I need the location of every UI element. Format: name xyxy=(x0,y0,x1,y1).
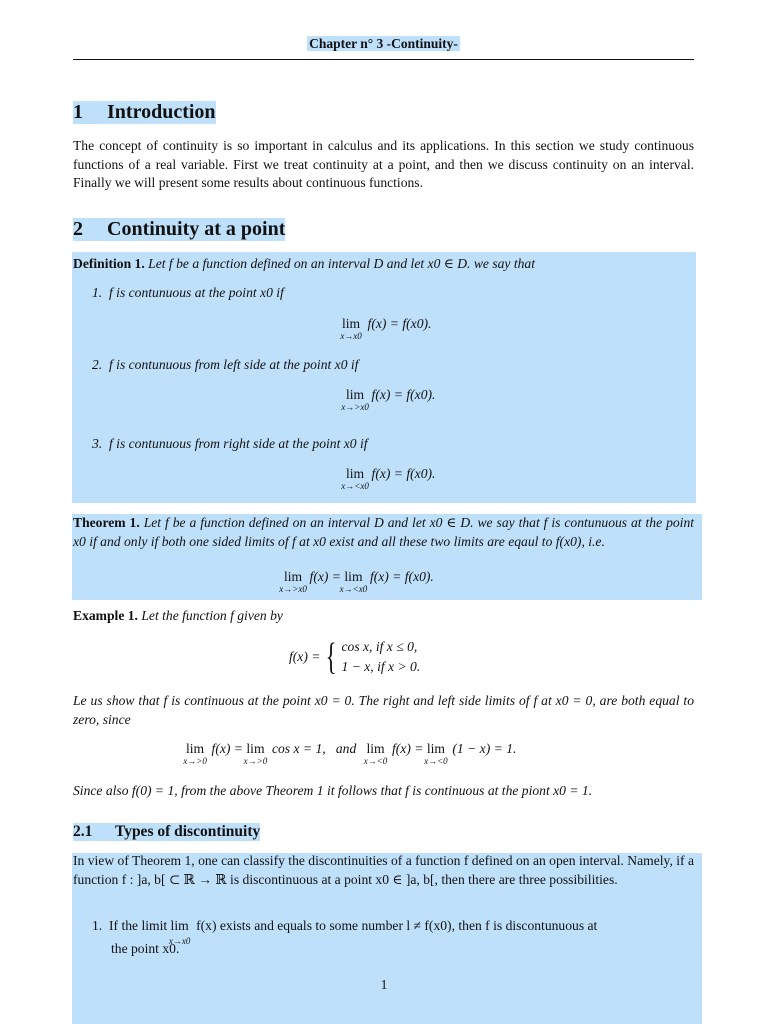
section-title: Continuity at a point xyxy=(107,218,286,240)
limit-operator: lim x→>x0 xyxy=(279,569,307,594)
item-number: 1. xyxy=(92,285,103,300)
discontinuity-item-1: 1. If the limit lim x→x0 f(x) exists and equals to some number l ≠ f(x0), then f is discontunuous at xyxy=(92,918,598,946)
header-title: Chapter n° 3 -Continuity- xyxy=(309,36,458,51)
section-number: 1 xyxy=(73,101,83,123)
discontinuity-item-1-cont: the point x0. xyxy=(111,941,180,956)
example-label: Example 1. xyxy=(73,608,138,623)
limit-operator: lim x→>x0 xyxy=(341,387,369,412)
running-header xyxy=(73,36,694,52)
limit-operator: lim x→>0 xyxy=(183,741,207,766)
example-intro xyxy=(73,607,694,626)
definition-label: Definition 1. xyxy=(73,256,145,271)
definition-text: Let f be a function defined on an interval D and let x0 ∈ D. we say that xyxy=(148,256,536,271)
subsection-number: 2.1 xyxy=(73,823,93,840)
case-2: 1 − x, if x > 0. xyxy=(341,659,421,674)
definition-item-3 xyxy=(92,435,368,454)
page-number: 1 xyxy=(380,977,388,992)
definition-equation-1: lim x→x0 f(x) = f(x0). xyxy=(340,316,432,341)
case-1: cos x, if x ≤ 0, xyxy=(341,639,418,654)
limit-operator: lim x→<0 xyxy=(363,741,388,766)
limit-operator: lim x→<0 xyxy=(424,741,448,766)
discontinuity-paragraph: In view of Theorem 1, one can classify the discontinuities of a function f defined on an open interval. Namely, if a function f : ]a, b[ ⊂ ℝ → ℝ is discontinuous at a point x0 ∈ ]a, b[, then there are three possibilities. xyxy=(73,853,694,887)
section-1-heading xyxy=(73,101,216,124)
item-text: f is contunuous from left side at the point x0 if xyxy=(109,357,359,372)
section-title: Introduction xyxy=(107,101,216,123)
limit-operator: lim x→<x0 xyxy=(341,466,369,491)
subsection-2-1-heading xyxy=(73,823,260,841)
example-text: Let the function f given by xyxy=(141,608,283,623)
item-text: f is contunuous from right side at the point x0 if xyxy=(109,436,368,451)
item-number: 3. xyxy=(92,436,103,451)
theorem-label: Theorem 1. xyxy=(73,515,140,530)
definition-equation-2: lim x→>x0 f(x) = f(x0). xyxy=(341,387,436,412)
limit-operator: lim x→>0 xyxy=(243,741,268,766)
header-rule xyxy=(73,59,694,60)
example-paragraph-2: Since also f(0) = 1, from the above Theorem 1 it follows that f is continuous at the piont x0 = 1. xyxy=(73,783,593,798)
theorem-paragraph xyxy=(73,514,694,551)
definition-equation-3: lim x→<x0 f(x) = f(x0). xyxy=(341,466,436,491)
piecewise-definition: f(x) = { cos x, if x ≤ 0, 1 − x, if x > 0. xyxy=(289,636,421,678)
definition-item-1 xyxy=(92,284,284,303)
limit-operator: lim x→<x0 xyxy=(339,569,368,594)
example-paragraph-1: Le us show that f is continuous at the point x0 = 0. The right and left side limits of f at x0 = 0, are both equal to zero, since xyxy=(73,693,694,727)
item-number: 2. xyxy=(92,357,103,372)
intro-paragraph: The concept of continuity is so important in calculus and its applications. In this section we study continuous functions of a real variable. First we treat continuity at a point, and then we discuss continuity on an interval. Finally we will present some results about continuous functions. xyxy=(73,138,694,190)
subsection-title: Types of discontinuity xyxy=(115,823,261,840)
item-text: f is contunuous at the point x0 if xyxy=(109,285,284,300)
definition-intro xyxy=(73,255,694,274)
theorem-equation: lim x→>x0 f(x) = lim x→<x0 f(x) = f(x0). xyxy=(279,569,434,594)
section-2-heading xyxy=(73,218,285,241)
section-number: 2 xyxy=(73,218,83,240)
definition-item-2 xyxy=(92,356,358,375)
limit-operator: lim x→x0 xyxy=(340,316,362,341)
theorem-text: Let f be a function defined on an interval D and let x0 ∈ D. we say that f is contunuous at the point x0 if and only if both one sided limits of f at x0 exist and all these two limits are eqaul to f(x0), i.e. xyxy=(73,515,695,549)
limit-operator: lim x→x0 xyxy=(168,918,191,946)
example-equation: lim x→>0 f(x) = lim x→>0 cos x = 1, and lim x→<0 f(x) = lim x→<0 (1 − x) = 1. xyxy=(183,741,517,766)
